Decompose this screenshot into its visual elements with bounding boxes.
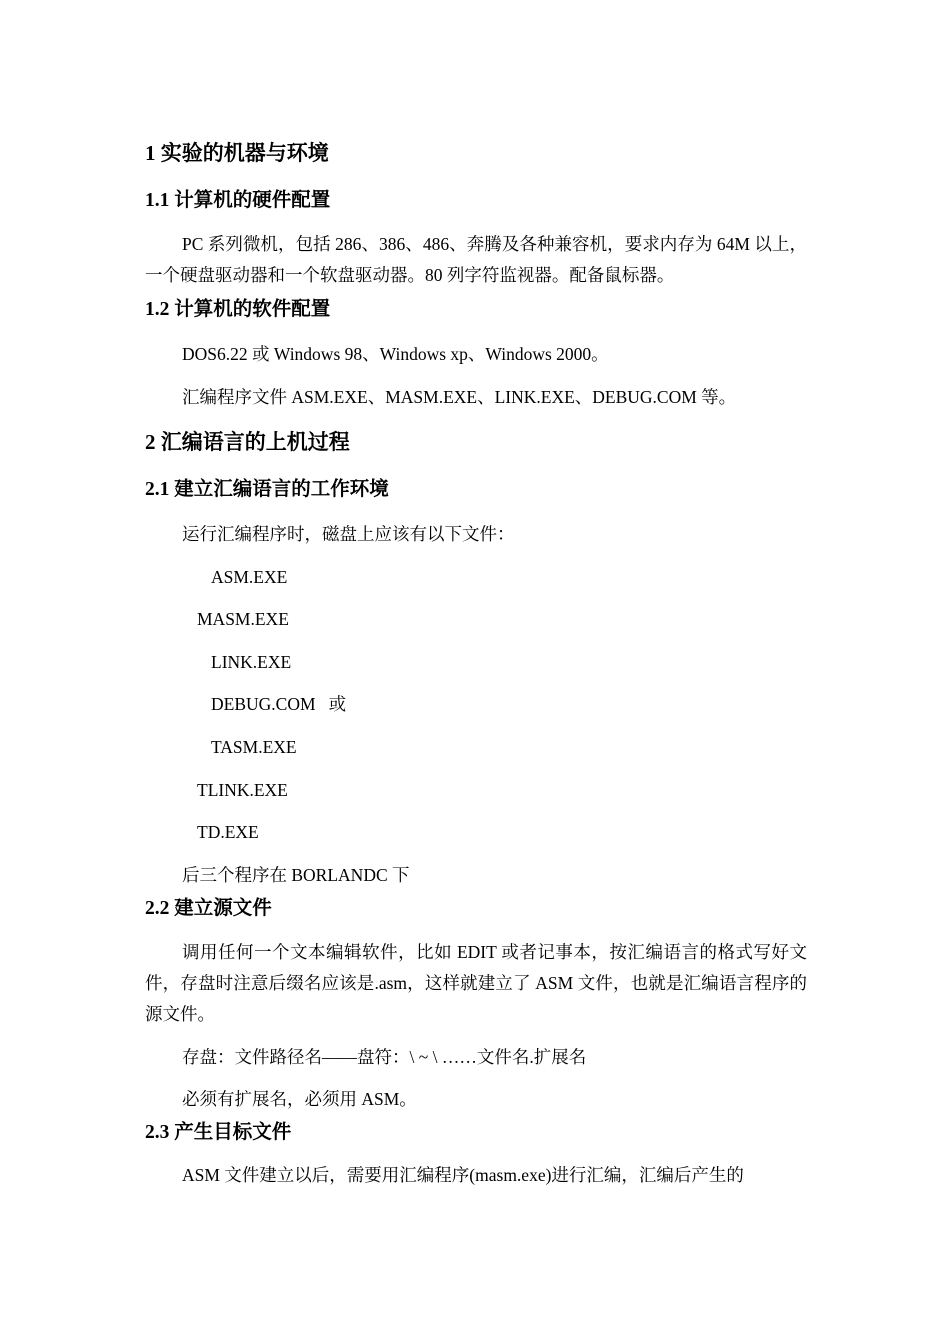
borlandc-note: 后三个程序在 BORLANDC 下 [182,865,410,885]
object-file-paragraph: ASM 文件建立以后，需要用汇编程序(masm.exe)进行汇编，汇编后产生的 [182,1165,744,1185]
file-list-item: ASM.EXE [211,567,288,587]
section-1-1-heading: 1.1 计算机的硬件配置 [145,190,331,211]
section-2-heading: 2 汇编语言的上机过程 [145,430,350,454]
file-list-item: LINK.EXE [211,652,292,672]
software-os-line: DOS6.22 或 Windows 98、Windows xp、Windows 2000。 [182,344,609,364]
software-asm-line: 汇编程序文件 ASM.EXE、MASM.EXE、LINK.EXE、DEBUG.COM 等。 [182,387,737,407]
file-list-item: DEBUG.COM 或 [211,694,347,714]
section-2-1-heading: 2.1 建立汇编语言的工作环境 [145,479,389,500]
file-list-item: MASM.EXE [197,609,289,629]
file-list-item: TD.EXE [197,822,259,842]
extension-rule-line: 必须有扩展名，必须用 ASM。 [182,1089,417,1109]
file-list-item: TLINK.EXE [197,780,288,800]
section-1-2-heading: 1.2 计算机的软件配置 [145,299,331,320]
environment-intro: 运行汇编程序时，磁盘上应该有以下文件： [182,524,515,544]
section-2-3-heading: 2.3 产生目标文件 [145,1122,292,1143]
section-1-heading: 1 实验的机器与环境 [145,141,329,165]
source-file-paragraph: 调用任何一个文本编辑软件，比如 EDIT 或者记事本，按汇编语言的格式写好文件，存盘时注意后缀名应该是.asm，这样就建立了 ASM 文件，也就是汇编语言程序的源文件。 [145,942,807,1024]
file-list-item: TASM.EXE [211,737,297,757]
save-path-line: 存盘：文件路径名——盘符：\ ~ \ ……文件名.扩展名 [182,1047,587,1067]
hardware-paragraph: PC 系列微机，包括 286、386、486、奔腾及各种兼容机，要求内存为 64M 以上，一个硬盘驱动器和一个软盘驱动器。80 列字符监视器。配备鼠标器。 [145,234,807,285]
section-2-2-heading: 2.2 建立源文件 [145,898,272,919]
